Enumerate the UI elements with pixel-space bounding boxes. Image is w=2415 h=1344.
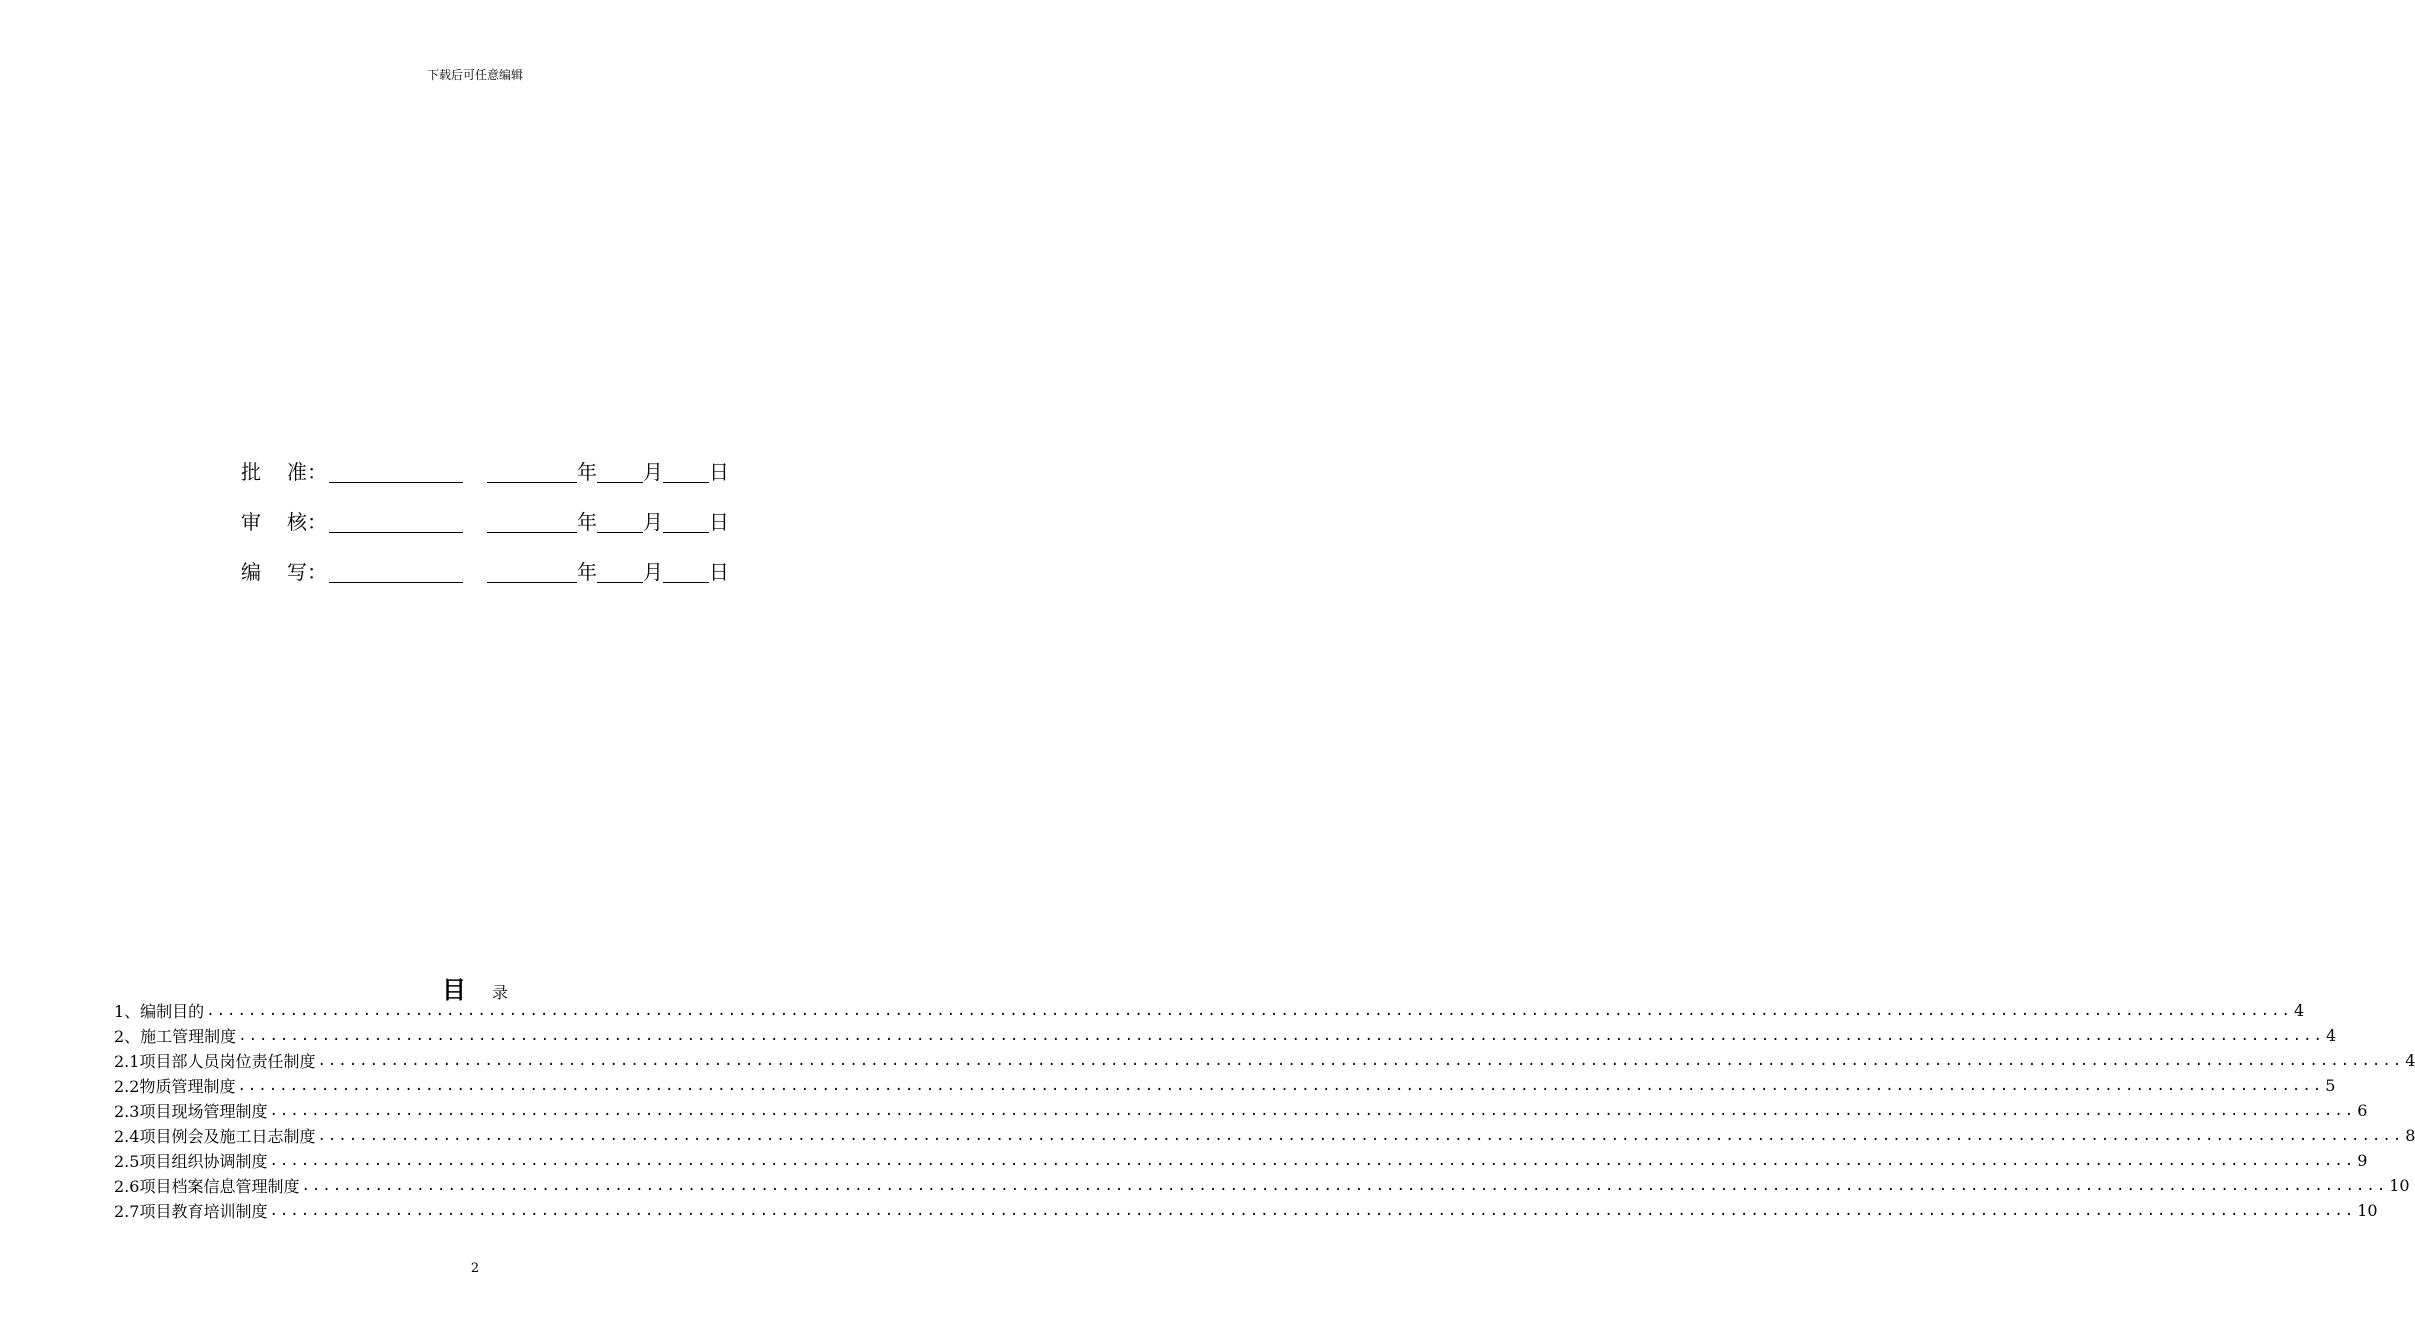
label-char-2: 写： (287, 559, 327, 584)
month-label: 月 (643, 509, 663, 534)
toc-entry-label: 2.6项目档案信息管理制度 (114, 1177, 300, 1196)
toc-entry-label: 2.3项目现场管理制度 (114, 1102, 268, 1121)
day-label: 日 (709, 459, 729, 484)
month-label: 月 (643, 459, 663, 484)
toc-entry[interactable] (114, 1123, 2415, 1148)
signature-row-author (241, 545, 801, 595)
label-char-1: 编 (241, 559, 261, 584)
toc-entry-page: 10 (2357, 1201, 2378, 1220)
toc-entry[interactable] (114, 1023, 2337, 1048)
toc-entry-label: 2.1项目部人员岗位责任制度 (114, 1052, 316, 1071)
header-note: 下载后可任意编辑 (426, 68, 523, 82)
label-char-2: 核： (287, 509, 327, 534)
toc-dot-leader: ........................................................................................................................................................................................................ (237, 1077, 2324, 1094)
day-blank-line[interactable] (663, 562, 709, 583)
signature-block (241, 445, 801, 595)
toc-entry-page: 4 (2325, 1026, 2337, 1045)
page-number: 2 (470, 1261, 480, 1276)
label-char-1: 审 (241, 509, 261, 534)
toc-entry-label: 2.5项目组织协调制度 (114, 1152, 268, 1171)
signature-label (241, 556, 329, 585)
month-label: 月 (643, 559, 663, 584)
name-blank-line[interactable] (329, 562, 463, 583)
day-blank-line[interactable] (663, 512, 709, 533)
toc-entry[interactable] (114, 1173, 2410, 1198)
toc-title-secondary: 录 (491, 983, 508, 1002)
toc-entry-label: 2、施工管理制度 (114, 1027, 237, 1046)
toc-dot-leader: ........................................................................................................................................................................................................ (301, 1177, 2388, 1194)
signature-row-approve (241, 445, 801, 495)
toc-title-main: 目 (441, 976, 466, 1004)
toc-dot-leader: ........................................................................................................................................................................................................ (269, 1102, 2356, 1119)
toc-entry-page: 8 (2405, 1126, 2415, 1145)
toc-entry[interactable] (114, 1073, 2336, 1098)
toc-entry-page: 10 (2389, 1176, 2410, 1195)
label-char-1: 批 (241, 459, 261, 484)
toc-entry-label: 1、编制目的 (114, 1002, 205, 1021)
month-blank-line[interactable] (597, 462, 643, 483)
toc-dot-leader: ........................................................................................................................................................................................................ (206, 1002, 2292, 1019)
year-label: 年 (577, 459, 597, 484)
toc-entry[interactable] (114, 998, 2305, 1023)
signature-row-review (241, 495, 801, 545)
year-blank-line[interactable] (487, 562, 577, 583)
toc-entry-label: 2.7项目教育培训制度 (114, 1202, 268, 1221)
toc-entry-page: 6 (2357, 1101, 2368, 1120)
toc-entry[interactable] (114, 1048, 2415, 1073)
signature-label (241, 506, 329, 535)
toc-dot-leader: ........................................................................................................................................................................................................ (317, 1127, 2404, 1144)
toc-entry-page: 4 (2293, 1001, 2305, 1020)
toc-entry-page: 9 (2357, 1151, 2368, 1170)
toc-entry-label: 2.2物质管理制度 (114, 1077, 236, 1096)
day-label: 日 (709, 509, 729, 534)
signature-label (241, 456, 329, 485)
year-blank-line[interactable] (487, 512, 577, 533)
label-char-2: 准： (287, 459, 327, 484)
toc-dot-leader: ........................................................................................................................................................................................................ (317, 1052, 2404, 1069)
day-label: 日 (709, 559, 729, 584)
toc-dot-leader: ........................................................................................................................................................................................................ (269, 1202, 2356, 1219)
toc-entry[interactable] (114, 1148, 2368, 1173)
month-blank-line[interactable] (597, 562, 643, 583)
toc-dot-leader: ........................................................................................................................................................................................................ (238, 1027, 2324, 1044)
day-blank-line[interactable] (663, 462, 709, 483)
name-blank-line[interactable] (329, 462, 463, 483)
year-label: 年 (577, 559, 597, 584)
table-of-contents (114, 998, 2415, 1223)
toc-entry-label: 2.4项目例会及施工日志制度 (114, 1127, 316, 1146)
month-blank-line[interactable] (597, 512, 643, 533)
toc-entry[interactable] (114, 1098, 2368, 1123)
toc-entry-page: 5 (2325, 1076, 2336, 1095)
year-label: 年 (577, 509, 597, 534)
toc-entry[interactable] (114, 1198, 2378, 1223)
year-blank-line[interactable] (487, 462, 577, 483)
toc-entry-page: 4 (2405, 1051, 2415, 1070)
toc-dot-leader: ........................................................................................................................................................................................................ (269, 1152, 2356, 1169)
name-blank-line[interactable] (329, 512, 463, 533)
